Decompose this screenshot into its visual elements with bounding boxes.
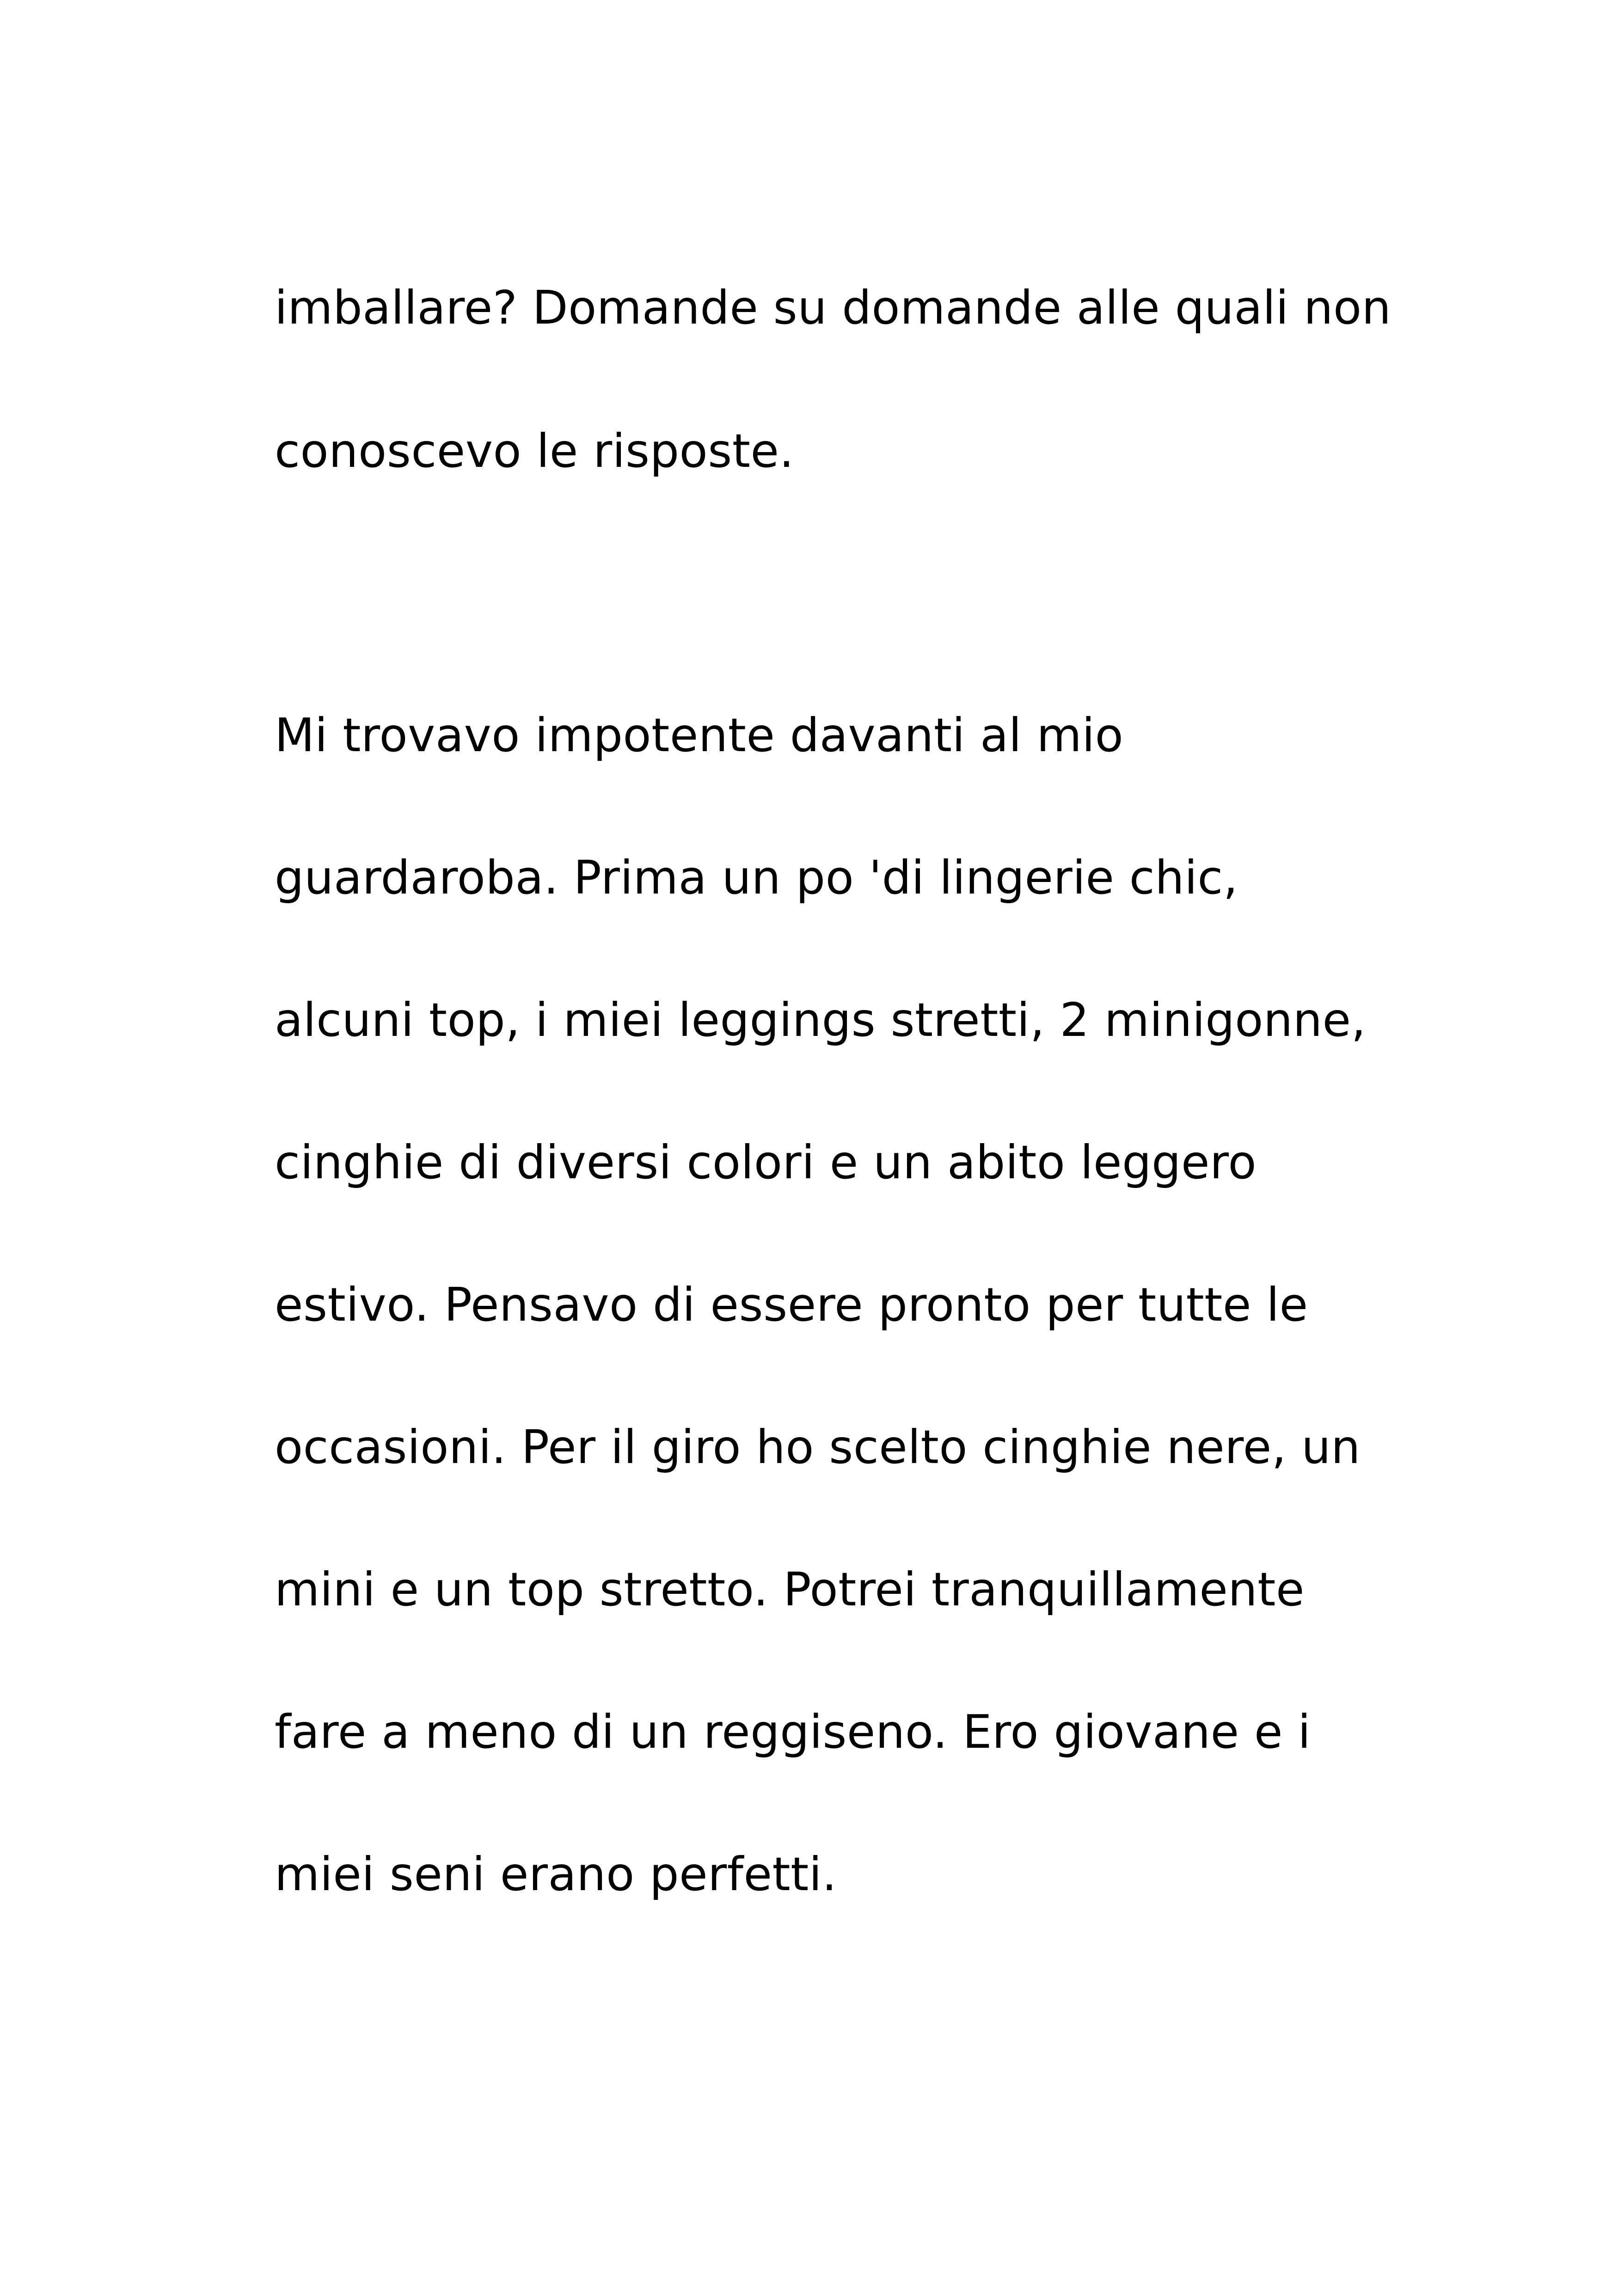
text-line: miei seni erano perfetti.	[275, 1847, 837, 1901]
text-line: Mi trovavo impotente davanti al mio	[275, 708, 1124, 762]
text-line: alcuni top, i miei leggings stretti, 2 minigonne,	[275, 993, 1366, 1047]
text-line: cinghie di diversi colori e un abito leggero	[275, 1135, 1257, 1189]
text-line: fare a meno di un reggiseno. Ero giovane e i	[275, 1705, 1311, 1759]
text-line: estivo. Pensavo di essere pronto per tutte le	[275, 1278, 1308, 1332]
text-line: guardaroba. Prima un po 'di lingerie chic,	[275, 851, 1238, 905]
text-line: occasioni. Per il giro ho scelto cinghie nere, un	[275, 1420, 1361, 1474]
text-line: imballare? Domande su domande alle quali non	[275, 281, 1391, 335]
text-line: conoscevo le risposte.	[275, 424, 794, 478]
text-line: mini e un top stretto. Potrei tranquillamente	[275, 1562, 1305, 1616]
